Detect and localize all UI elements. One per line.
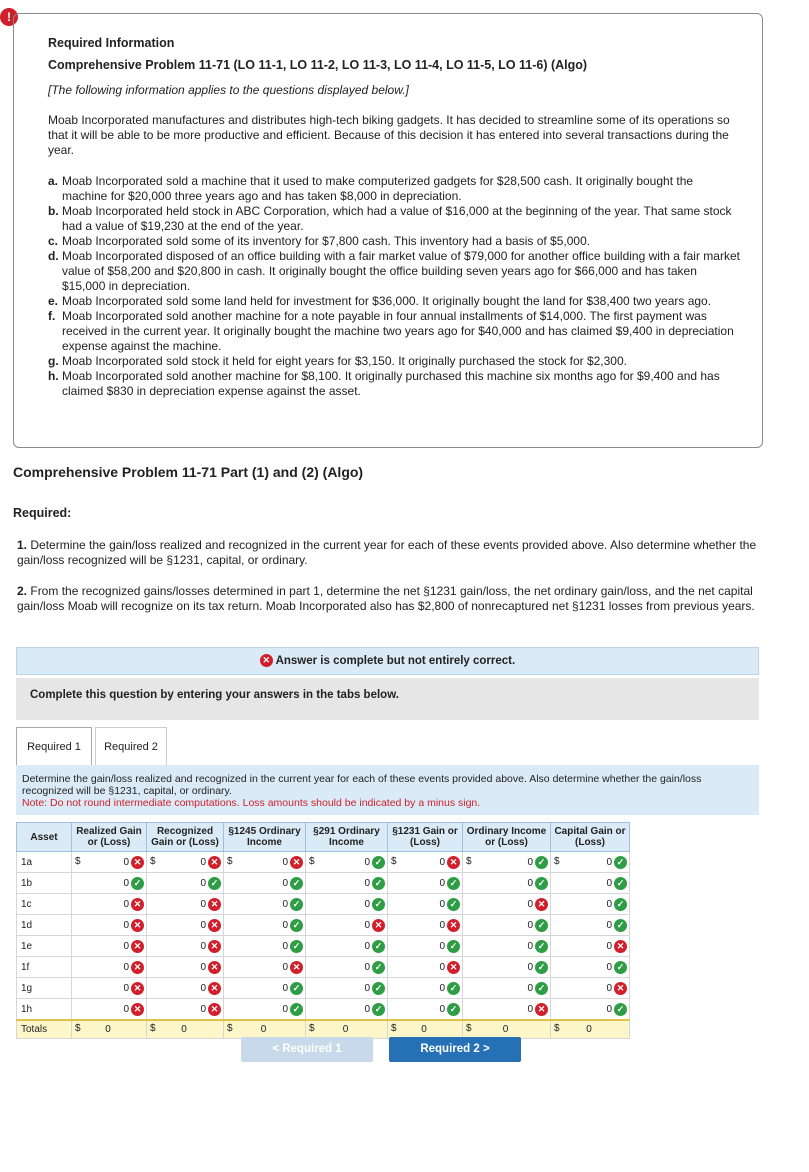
complete-prompt: Complete this question by entering your answers in the tabs below. bbox=[16, 678, 759, 720]
answer-input[interactable]: 0 bbox=[364, 982, 370, 994]
answer-input[interactable]: 0 bbox=[606, 877, 612, 889]
transaction-item bbox=[48, 234, 740, 249]
answer-cell bbox=[551, 978, 630, 999]
answer-cell bbox=[224, 978, 306, 999]
asset-label: 1c bbox=[17, 894, 72, 915]
transaction-item bbox=[48, 309, 740, 354]
answer-cell bbox=[147, 915, 224, 936]
answer-cell bbox=[147, 873, 224, 894]
incorrect-icon: ✕ bbox=[208, 898, 221, 911]
asset-label: 1b bbox=[17, 873, 72, 894]
asset-label: 1f bbox=[17, 957, 72, 978]
currency-sign: $ bbox=[391, 856, 397, 867]
incorrect-icon: ✕ bbox=[208, 982, 221, 995]
incorrect-icon: ✕ bbox=[131, 919, 144, 932]
asset-label: 1e bbox=[17, 936, 72, 957]
asset-label: 1a bbox=[17, 852, 72, 873]
correct-icon: ✓ bbox=[447, 877, 460, 890]
column-header: Recognized Gain or (Loss) bbox=[147, 823, 224, 852]
prev-required-button[interactable]: < Required 1 bbox=[241, 1037, 373, 1062]
answer-cell bbox=[388, 978, 463, 999]
answer-input[interactable]: 0 bbox=[527, 877, 533, 889]
correct-icon: ✓ bbox=[614, 1003, 627, 1016]
answer-cell bbox=[72, 873, 147, 894]
correct-icon: ✓ bbox=[131, 877, 144, 890]
answer-cell bbox=[306, 873, 388, 894]
table-row bbox=[17, 915, 630, 936]
transaction-text: Moab Incorporated sold some of its inventory for $7,800 cash. This inventory had a basis of $5,000. bbox=[62, 234, 591, 248]
total-cell bbox=[147, 1020, 224, 1039]
currency-sign: $ bbox=[150, 1023, 156, 1034]
answer-cell bbox=[551, 873, 630, 894]
answer-cell bbox=[224, 852, 306, 873]
answer-input[interactable]: 0 bbox=[364, 919, 370, 931]
answer-input[interactable]: 0 bbox=[527, 898, 533, 910]
currency-sign: $ bbox=[227, 1023, 233, 1034]
currency-sign: $ bbox=[466, 1023, 472, 1034]
incorrect-icon: ✕ bbox=[372, 919, 385, 932]
answer-input[interactable]: 0 bbox=[123, 898, 129, 910]
currency-sign: $ bbox=[554, 856, 560, 867]
incorrect-icon: ✕ bbox=[208, 961, 221, 974]
answer-input[interactable]: 0 bbox=[123, 919, 129, 931]
correct-icon: ✓ bbox=[290, 940, 303, 953]
answer-input[interactable]: 0 bbox=[439, 919, 445, 931]
transaction-letter: g. bbox=[48, 354, 59, 368]
answer-cell bbox=[306, 915, 388, 936]
answer-input[interactable]: 0 bbox=[439, 898, 445, 910]
answer-input[interactable]: 0 bbox=[439, 940, 445, 952]
answer-input[interactable]: 0 bbox=[123, 856, 129, 868]
correct-icon: ✓ bbox=[372, 940, 385, 953]
answer-input[interactable]: 0 bbox=[606, 982, 612, 994]
answer-input[interactable]: 0 bbox=[606, 1003, 612, 1015]
requirement-2 bbox=[17, 584, 757, 614]
transaction-letter: a. bbox=[48, 174, 59, 188]
table-row bbox=[17, 978, 630, 999]
answer-cell bbox=[463, 852, 551, 873]
incorrect-icon: ✕ bbox=[131, 982, 144, 995]
incorrect-icon: ✕ bbox=[535, 1003, 548, 1016]
answer-input[interactable]: 0 bbox=[364, 877, 370, 889]
answer-cell bbox=[388, 936, 463, 957]
req2-text: From the recognized gains/losses determined in part 1, determine the net §1231 gain/loss, the net ordinary gain/loss, and the net capital gain/loss Moab will recognize on its tax return. Moab Incorporated also has $2,800 of nonrecaptured net §1231 losses from previous years. bbox=[17, 584, 755, 613]
transaction-text: Moab Incorporated held stock in ABC Corporation, which had a value of $16,000 at the beginning of the year. That same stock had a value of $19,230 at the end of the year. bbox=[62, 204, 732, 233]
problem-title: Comprehensive Problem 11-71 (LO 11-1, LO 11-2, LO 11-3, LO 11-4, LO 11-5, LO 11-6) (Algo) bbox=[48, 58, 588, 72]
column-header: Ordinary Income or (Loss) bbox=[463, 823, 551, 852]
correct-icon: ✓ bbox=[208, 877, 221, 890]
correct-icon: ✓ bbox=[535, 856, 548, 869]
transaction-letter: h. bbox=[48, 369, 59, 383]
correct-icon: ✓ bbox=[535, 961, 548, 974]
correct-icon: ✓ bbox=[614, 856, 627, 869]
incorrect-icon: ✕ bbox=[290, 856, 303, 869]
correct-icon: ✓ bbox=[290, 1003, 303, 1016]
answer-input[interactable]: 0 bbox=[606, 961, 612, 973]
transaction-text: Moab Incorporated disposed of an office building with a fair market value of $79,000 for another office building with a fair market value of $58,200 and $20,800 in cash. It originally bought the office building seven years ago for $66,000 and has taken $15,000 in depreciation. bbox=[62, 249, 740, 293]
incorrect-icon: ✕ bbox=[447, 919, 460, 932]
answer-input[interactable]: 0 bbox=[200, 898, 206, 910]
correct-icon: ✓ bbox=[614, 877, 627, 890]
part-title: Comprehensive Problem 11-71 Part (1) and (2) (Algo) bbox=[13, 464, 364, 480]
alert-icon: ! bbox=[0, 8, 18, 26]
answer-cell bbox=[224, 915, 306, 936]
answer-input[interactable]: 0 bbox=[527, 982, 533, 994]
answer-cell bbox=[72, 936, 147, 957]
transaction-list bbox=[48, 174, 740, 399]
answer-cell bbox=[388, 873, 463, 894]
answer-cell bbox=[147, 936, 224, 957]
transaction-letter: c. bbox=[48, 234, 59, 248]
column-header: Realized Gain or (Loss) bbox=[72, 823, 147, 852]
currency-sign: $ bbox=[309, 1023, 315, 1034]
total-cell bbox=[388, 1020, 463, 1039]
column-header: §291 Ordinary Income bbox=[306, 823, 388, 852]
transaction-letter: d. bbox=[48, 249, 59, 263]
panel-instruction: Determine the gain/loss realized and recognized in the current year for each of these events provided above. Also determine whether the gain/loss recognized will be §1231, capital, or ordinary. bbox=[22, 773, 702, 797]
answer-input[interactable]: 0 bbox=[606, 898, 612, 910]
info-note: [The following information applies to the questions displayed below.] bbox=[48, 83, 409, 97]
answer-cell bbox=[306, 957, 388, 978]
correct-icon: ✓ bbox=[447, 982, 460, 995]
answer-input[interactable]: 0 bbox=[606, 919, 612, 931]
incorrect-icon: ✕ bbox=[131, 1003, 144, 1016]
answer-input[interactable]: 0 bbox=[282, 919, 288, 931]
answer-input[interactable]: 0 bbox=[200, 961, 206, 973]
answer-input[interactable]: 0 bbox=[364, 856, 370, 868]
total-cell bbox=[306, 1020, 388, 1039]
answer-input[interactable]: 0 bbox=[282, 982, 288, 994]
correct-icon: ✓ bbox=[614, 898, 627, 911]
answer-input[interactable]: 0 bbox=[527, 856, 533, 868]
answer-input[interactable]: 0 bbox=[200, 919, 206, 931]
asset-label: 1g bbox=[17, 978, 72, 999]
correct-icon: ✓ bbox=[372, 982, 385, 995]
req1-text: Determine the gain/loss realized and recognized in the current year for each of these events provided above. Also determine whether the gain/loss recognized will be §1231, capital, or ordinary. bbox=[17, 538, 757, 567]
total-value: 0 bbox=[260, 1024, 267, 1035]
totals-row bbox=[17, 1020, 630, 1039]
transaction-item bbox=[48, 369, 740, 399]
total-value: 0 bbox=[105, 1024, 111, 1035]
answer-input[interactable]: 0 bbox=[439, 961, 445, 973]
incorrect-icon: ✕ bbox=[131, 961, 144, 974]
answer-input[interactable]: 0 bbox=[527, 961, 533, 973]
answer-cell bbox=[72, 978, 147, 999]
correct-icon: ✓ bbox=[447, 898, 460, 911]
answer-status-bar bbox=[16, 647, 759, 675]
currency-sign: $ bbox=[75, 1023, 81, 1034]
answer-cell bbox=[306, 978, 388, 999]
answer-cell bbox=[224, 873, 306, 894]
answer-input[interactable]: 0 bbox=[123, 1003, 129, 1015]
correct-icon: ✓ bbox=[372, 898, 385, 911]
transaction-item bbox=[48, 204, 740, 234]
currency-sign: $ bbox=[554, 1023, 560, 1034]
answer-input[interactable]: 0 bbox=[200, 982, 206, 994]
answer-cell bbox=[306, 852, 388, 873]
tab-panel-instructions bbox=[16, 765, 759, 815]
answer-cell bbox=[72, 915, 147, 936]
incorrect-icon: ✕ bbox=[131, 898, 144, 911]
answer-input[interactable]: 0 bbox=[282, 877, 288, 889]
transaction-text: Moab Incorporated sold a machine that it used to make computerized gadgets for $28,500 cash. It originally bought the machine for $20,000 three years ago and has taken $8,000 in depreciation. bbox=[62, 174, 694, 203]
correct-icon: ✓ bbox=[372, 1003, 385, 1016]
answer-cell bbox=[224, 999, 306, 1021]
incorrect-icon: ✕ bbox=[208, 856, 221, 869]
column-header: Capital Gain or (Loss) bbox=[551, 823, 630, 852]
transaction-item bbox=[48, 174, 740, 204]
total-cell bbox=[72, 1020, 147, 1039]
incorrect-icon: ✕ bbox=[131, 856, 144, 869]
answer-input[interactable]: 0 bbox=[123, 982, 129, 994]
info-intro: Moab Incorporated manufactures and distributes high-tech biking gadgets. It has decided to streamline some of its operations so that it will be able to be more productive and efficient. Because of this decision it has entered into several transactions during the year. bbox=[48, 113, 730, 157]
currency-sign: $ bbox=[75, 856, 81, 867]
answer-cell bbox=[463, 999, 551, 1021]
incorrect-icon: ✕ bbox=[614, 982, 627, 995]
next-required-button[interactable]: Required 2 > bbox=[389, 1037, 521, 1062]
table-row bbox=[17, 894, 630, 915]
incorrect-icon: ✕ bbox=[535, 898, 548, 911]
answer-input[interactable]: 0 bbox=[527, 940, 533, 952]
answer-input[interactable]: 0 bbox=[439, 877, 445, 889]
panel-note: Note: Do not round intermediate computations. Loss amounts should be indicated by a minus sign. bbox=[22, 797, 481, 809]
answer-cell bbox=[388, 999, 463, 1021]
answer-input[interactable]: 0 bbox=[282, 1003, 288, 1015]
total-value: 0 bbox=[421, 1024, 427, 1035]
answer-cell bbox=[147, 852, 224, 873]
transaction-text: Moab Incorporated sold some land held for investment for $36,000. It originally bought the land for $38,400 two years ago. bbox=[62, 294, 712, 308]
answer-cell bbox=[147, 957, 224, 978]
correct-icon: ✓ bbox=[290, 877, 303, 890]
transaction-text: Moab Incorporated sold another machine for a note payable in four annual installments of $14,000. The first payment was received in the current year. It originally bought the machine two years ago for $40,000 and has claimed $9,400 in depreciation expense against the machine. bbox=[62, 309, 734, 353]
answer-input[interactable]: 0 bbox=[606, 856, 612, 868]
correct-icon: ✓ bbox=[535, 982, 548, 995]
incorrect-icon: ✕ bbox=[447, 856, 460, 869]
requirement-1 bbox=[17, 538, 757, 568]
answer-input[interactable]: 0 bbox=[200, 877, 206, 889]
incorrect-icon: ✕ bbox=[614, 940, 627, 953]
correct-icon: ✓ bbox=[290, 919, 303, 932]
answer-input[interactable]: 0 bbox=[123, 961, 129, 973]
answer-input[interactable]: 0 bbox=[527, 1003, 533, 1015]
incorrect-icon: ✕ bbox=[131, 940, 144, 953]
required-information-box bbox=[13, 13, 763, 448]
transaction-text: Moab Incorporated sold stock it held for eight years for $3,150. It originally purchased the stock for $2,300. bbox=[62, 354, 627, 368]
asset-label: 1h bbox=[17, 999, 72, 1021]
answer-input[interactable]: 0 bbox=[282, 961, 288, 973]
correct-icon: ✓ bbox=[290, 898, 303, 911]
totals-label: Totals bbox=[17, 1020, 72, 1039]
table-header-row bbox=[17, 823, 630, 852]
tab-required-2[interactable]: Required 2 bbox=[95, 727, 167, 765]
transaction-item bbox=[48, 294, 740, 309]
answer-cell bbox=[551, 852, 630, 873]
answer-input[interactable]: 0 bbox=[439, 1003, 445, 1015]
answer-cell bbox=[147, 894, 224, 915]
answer-input[interactable]: 0 bbox=[200, 1003, 206, 1015]
answer-table bbox=[16, 822, 630, 1039]
answer-cell bbox=[388, 894, 463, 915]
tab-required-1[interactable]: Required 1 bbox=[16, 727, 92, 765]
transaction-letter: e. bbox=[48, 294, 59, 308]
answer-cell bbox=[551, 894, 630, 915]
answer-cell bbox=[147, 978, 224, 999]
table-row bbox=[17, 999, 630, 1021]
correct-icon: ✓ bbox=[614, 919, 627, 932]
answer-cell bbox=[306, 936, 388, 957]
answer-cell bbox=[72, 957, 147, 978]
answer-input[interactable]: 0 bbox=[439, 982, 445, 994]
answer-cell bbox=[463, 936, 551, 957]
answer-input[interactable]: 0 bbox=[364, 961, 370, 973]
table-row bbox=[17, 957, 630, 978]
answer-input[interactable]: 0 bbox=[200, 856, 206, 868]
currency-sign: $ bbox=[309, 856, 315, 867]
correct-icon: ✓ bbox=[535, 940, 548, 953]
answer-cell bbox=[306, 999, 388, 1021]
incorrect-icon: ✕ bbox=[208, 919, 221, 932]
answer-input[interactable]: 0 bbox=[123, 877, 129, 889]
correct-icon: ✓ bbox=[372, 877, 385, 890]
incorrect-icon: ✕ bbox=[208, 1003, 221, 1016]
required-label: Required: bbox=[13, 506, 72, 520]
incorrect-icon: ✕ bbox=[290, 961, 303, 974]
answer-cell bbox=[224, 936, 306, 957]
currency-sign: $ bbox=[227, 856, 233, 867]
req1-number: 1. bbox=[17, 538, 28, 552]
correct-icon: ✓ bbox=[535, 919, 548, 932]
column-header: §1245 Ordinary Income bbox=[224, 823, 306, 852]
incorrect-icon: ✕ bbox=[208, 940, 221, 953]
answer-cell bbox=[551, 936, 630, 957]
answer-cell bbox=[463, 978, 551, 999]
answer-cell bbox=[463, 873, 551, 894]
answer-cell bbox=[551, 999, 630, 1021]
column-header: §1231 Gain or (Loss) bbox=[388, 823, 463, 852]
total-value: 0 bbox=[181, 1024, 187, 1035]
incorrect-icon: ✕ bbox=[447, 961, 460, 974]
table-row bbox=[17, 936, 630, 957]
answer-input[interactable]: 0 bbox=[200, 940, 206, 952]
currency-sign: $ bbox=[466, 856, 472, 867]
answer-status-text: Answer is complete but not entirely correct. bbox=[275, 655, 516, 667]
transaction-text: Moab Incorporated sold another machine for $8,100. It originally purchased this machine six months ago for $9,400 and has claimed $830 in depreciation expense against the asset. bbox=[62, 369, 720, 398]
currency-sign: $ bbox=[150, 856, 156, 867]
answer-cell bbox=[463, 894, 551, 915]
total-value: 0 bbox=[586, 1024, 592, 1035]
answer-cell bbox=[72, 852, 147, 873]
correct-icon: ✓ bbox=[372, 961, 385, 974]
transaction-letter: b. bbox=[48, 204, 59, 218]
answer-input[interactable]: 0 bbox=[364, 940, 370, 952]
answer-cell bbox=[551, 915, 630, 936]
correct-icon: ✓ bbox=[290, 982, 303, 995]
req2-number: 2. bbox=[17, 584, 28, 598]
prev-label: Required 1 bbox=[282, 1043, 342, 1055]
total-cell bbox=[463, 1020, 551, 1039]
answer-cell bbox=[551, 957, 630, 978]
total-cell bbox=[551, 1020, 630, 1039]
table-row bbox=[17, 852, 630, 873]
transaction-item bbox=[48, 249, 740, 294]
answer-input[interactable]: 0 bbox=[123, 940, 129, 952]
answer-input[interactable]: 0 bbox=[527, 919, 533, 931]
table-row bbox=[17, 873, 630, 894]
answer-input[interactable]: 0 bbox=[282, 898, 288, 910]
correct-icon: ✓ bbox=[447, 940, 460, 953]
answer-cell bbox=[147, 999, 224, 1021]
answer-cell bbox=[224, 894, 306, 915]
answer-cell bbox=[388, 852, 463, 873]
answer-cell bbox=[72, 894, 147, 915]
info-heading: Required Information bbox=[48, 36, 175, 50]
answer-cell bbox=[463, 957, 551, 978]
answer-cell bbox=[306, 894, 388, 915]
total-value: 0 bbox=[342, 1024, 349, 1035]
correct-icon: ✓ bbox=[614, 961, 627, 974]
answer-input[interactable]: 0 bbox=[282, 856, 288, 868]
correct-icon: ✓ bbox=[447, 1003, 460, 1016]
next-label: Required 2 bbox=[420, 1043, 480, 1055]
answer-input[interactable]: 0 bbox=[606, 940, 612, 952]
answer-cell bbox=[388, 915, 463, 936]
transaction-item bbox=[48, 354, 740, 369]
answer-input[interactable]: 0 bbox=[364, 898, 370, 910]
answer-input[interactable]: 0 bbox=[282, 940, 288, 952]
answer-input[interactable]: 0 bbox=[439, 856, 445, 868]
answer-cell bbox=[463, 915, 551, 936]
incorrect-icon: ✕ bbox=[260, 654, 273, 667]
column-header: Asset bbox=[17, 823, 72, 852]
answer-cell bbox=[224, 957, 306, 978]
total-value: 0 bbox=[502, 1024, 509, 1035]
answer-input[interactable]: 0 bbox=[364, 1003, 370, 1015]
correct-icon: ✓ bbox=[535, 877, 548, 890]
correct-icon: ✓ bbox=[372, 856, 385, 869]
transaction-letter: f. bbox=[48, 309, 56, 323]
answer-cell bbox=[72, 999, 147, 1021]
answer-cell bbox=[388, 957, 463, 978]
currency-sign: $ bbox=[391, 1023, 397, 1034]
total-cell bbox=[224, 1020, 306, 1039]
asset-label: 1d bbox=[17, 915, 72, 936]
